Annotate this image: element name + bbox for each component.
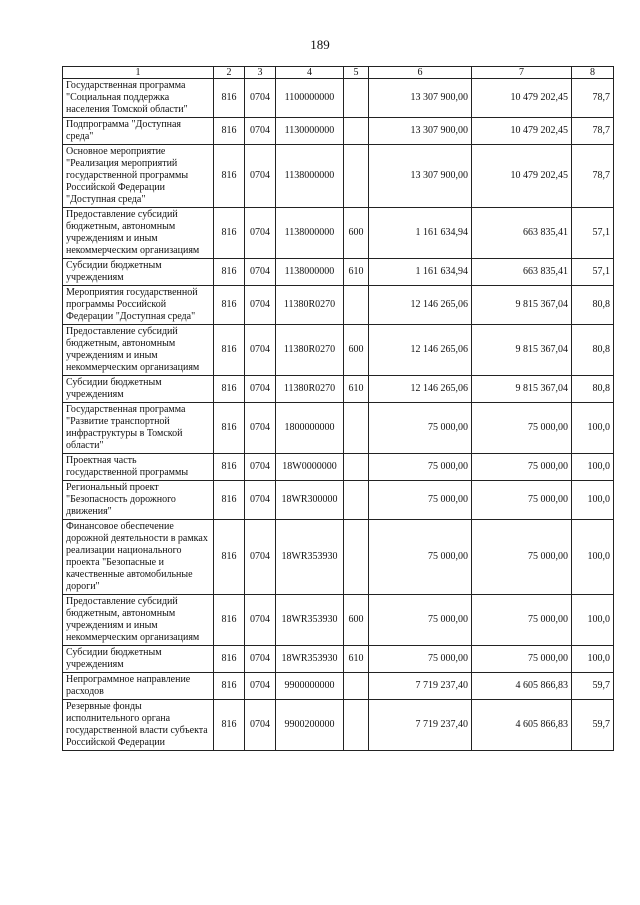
cell-percent: 57,1	[572, 259, 614, 286]
table-row	[63, 520, 614, 595]
cell-expense-type	[344, 286, 369, 325]
cell-expense-type: 600	[344, 595, 369, 646]
cell-section-code: 0704	[245, 376, 276, 403]
cell-target-code: 18WR300000	[276, 481, 344, 520]
cell-name: Предоставление субсидий бюджетным, автономным учреждениям и иным некоммерческим организациям	[63, 325, 214, 376]
cell-target-code: 18W0000000	[276, 454, 344, 481]
cell-percent: 100,0	[572, 646, 614, 673]
table-row	[63, 118, 614, 145]
cell-ministry-code: 816	[214, 259, 245, 286]
cell-ministry-code: 816	[214, 700, 245, 751]
cell-percent: 78,7	[572, 79, 614, 118]
cell-expense-type	[344, 520, 369, 595]
table-row	[63, 259, 614, 286]
cell-executed: 10 479 202,45	[472, 145, 572, 208]
cell-planned: 1 161 634,94	[369, 259, 472, 286]
cell-planned: 75 000,00	[369, 403, 472, 454]
header-cell: 6	[369, 67, 472, 79]
header-cell: 3	[245, 67, 276, 79]
cell-percent: 78,7	[572, 145, 614, 208]
cell-name: Государственная программа "Развитие транспортной инфраструктуры в Томской области"	[63, 403, 214, 454]
cell-percent: 80,8	[572, 376, 614, 403]
cell-executed: 75 000,00	[472, 595, 572, 646]
cell-section-code: 0704	[245, 286, 276, 325]
cell-expense-type: 610	[344, 376, 369, 403]
cell-section-code: 0704	[245, 118, 276, 145]
cell-expense-type	[344, 79, 369, 118]
cell-name: Подпрограмма "Доступная среда"	[63, 118, 214, 145]
cell-target-code: 1138000000	[276, 259, 344, 286]
cell-planned: 7 719 237,40	[369, 700, 472, 751]
table-row	[63, 673, 614, 700]
cell-executed: 9 815 367,04	[472, 325, 572, 376]
cell-ministry-code: 816	[214, 673, 245, 700]
cell-section-code: 0704	[245, 646, 276, 673]
cell-section-code: 0704	[245, 454, 276, 481]
cell-percent: 100,0	[572, 403, 614, 454]
cell-executed: 10 479 202,45	[472, 118, 572, 145]
header-cell: 4	[276, 67, 344, 79]
cell-section-code: 0704	[245, 79, 276, 118]
cell-planned: 12 146 265,06	[369, 286, 472, 325]
cell-name: Предоставление субсидий бюджетным, автономным учреждениям и иным некоммерческим организациям	[63, 208, 214, 259]
cell-section-code: 0704	[245, 520, 276, 595]
cell-target-code: 18WR353930	[276, 595, 344, 646]
table-row	[63, 700, 614, 751]
cell-expense-type	[344, 700, 369, 751]
header-cell: 7	[472, 67, 572, 79]
cell-target-code: 1100000000	[276, 79, 344, 118]
header-cell: 8	[572, 67, 614, 79]
cell-name: Проектная часть государственной программы	[63, 454, 214, 481]
cell-executed: 75 000,00	[472, 454, 572, 481]
cell-expense-type: 610	[344, 646, 369, 673]
cell-executed: 75 000,00	[472, 403, 572, 454]
table-row	[63, 208, 614, 259]
cell-ministry-code: 816	[214, 454, 245, 481]
cell-ministry-code: 816	[214, 481, 245, 520]
cell-name: Региональный проект "Безопасность дорожного движения"	[63, 481, 214, 520]
cell-ministry-code: 816	[214, 208, 245, 259]
table-row	[63, 376, 614, 403]
cell-ministry-code: 816	[214, 520, 245, 595]
cell-expense-type	[344, 145, 369, 208]
cell-section-code: 0704	[245, 595, 276, 646]
cell-expense-type	[344, 673, 369, 700]
cell-target-code: 1800000000	[276, 403, 344, 454]
cell-executed: 10 479 202,45	[472, 79, 572, 118]
cell-name: Субсидии бюджетным учреждениям	[63, 646, 214, 673]
cell-planned: 75 000,00	[369, 454, 472, 481]
cell-planned: 13 307 900,00	[369, 145, 472, 208]
table-row	[63, 454, 614, 481]
cell-ministry-code: 816	[214, 325, 245, 376]
cell-planned: 7 719 237,40	[369, 673, 472, 700]
cell-executed: 663 835,41	[472, 208, 572, 259]
cell-section-code: 0704	[245, 673, 276, 700]
cell-planned: 75 000,00	[369, 520, 472, 595]
cell-expense-type	[344, 454, 369, 481]
cell-name: Государственная программа "Социальная поддержка населения Томской области"	[63, 79, 214, 118]
cell-percent: 100,0	[572, 520, 614, 595]
cell-expense-type	[344, 118, 369, 145]
cell-expense-type	[344, 403, 369, 454]
header-row	[63, 67, 614, 79]
header-cell: 1	[63, 67, 214, 79]
table-row	[63, 325, 614, 376]
cell-expense-type: 600	[344, 325, 369, 376]
cell-planned: 12 146 265,06	[369, 325, 472, 376]
cell-target-code: 18WR353930	[276, 520, 344, 595]
cell-planned: 12 146 265,06	[369, 376, 472, 403]
table-row	[63, 481, 614, 520]
cell-executed: 9 815 367,04	[472, 286, 572, 325]
cell-executed: 4 605 866,83	[472, 700, 572, 751]
cell-section-code: 0704	[245, 325, 276, 376]
cell-name: Субсидии бюджетным учреждениям	[63, 376, 214, 403]
cell-name: Основное мероприятие "Реализация мероприятий государственной программы Российской Федерации "Доступная среда"	[63, 145, 214, 208]
cell-ministry-code: 816	[214, 79, 245, 118]
cell-percent: 57,1	[572, 208, 614, 259]
cell-target-code: 11380R0270	[276, 286, 344, 325]
cell-planned: 75 000,00	[369, 481, 472, 520]
cell-percent: 100,0	[572, 481, 614, 520]
header-cell: 5	[344, 67, 369, 79]
cell-section-code: 0704	[245, 208, 276, 259]
cell-percent: 100,0	[572, 454, 614, 481]
cell-ministry-code: 816	[214, 376, 245, 403]
table-row	[63, 595, 614, 646]
cell-ministry-code: 816	[214, 286, 245, 325]
table-row	[63, 646, 614, 673]
cell-executed: 75 000,00	[472, 520, 572, 595]
cell-executed: 663 835,41	[472, 259, 572, 286]
cell-name: Непрограммное направление расходов	[63, 673, 214, 700]
page-number: 189	[310, 37, 330, 52]
cell-section-code: 0704	[245, 700, 276, 751]
cell-ministry-code: 816	[214, 595, 245, 646]
table-row	[63, 145, 614, 208]
cell-planned: 1 161 634,94	[369, 208, 472, 259]
cell-name: Резервные фонды исполнительного органа государственной власти субъекта Российской Федерации	[63, 700, 214, 751]
cell-section-code: 0704	[245, 259, 276, 286]
cell-planned: 13 307 900,00	[369, 79, 472, 118]
cell-expense-type	[344, 481, 369, 520]
cell-target-code: 1138000000	[276, 145, 344, 208]
cell-section-code: 0704	[245, 481, 276, 520]
cell-ministry-code: 816	[214, 403, 245, 454]
table-header	[63, 67, 614, 79]
cell-planned: 75 000,00	[369, 595, 472, 646]
cell-expense-type: 600	[344, 208, 369, 259]
cell-target-code: 18WR353930	[276, 646, 344, 673]
cell-target-code: 9900200000	[276, 700, 344, 751]
cell-planned: 13 307 900,00	[369, 118, 472, 145]
cell-name: Финансовое обеспечение дорожной деятельности в рамках реализации национального проекта "Безопасные и качественные автомобильные дороги"	[63, 520, 214, 595]
cell-name: Предоставление субсидий бюджетным, автономным учреждениям и иным некоммерческим организациям	[63, 595, 214, 646]
cell-ministry-code: 816	[214, 646, 245, 673]
budget-table	[62, 66, 614, 751]
cell-target-code: 11380R0270	[276, 325, 344, 376]
cell-percent: 59,7	[572, 700, 614, 751]
cell-percent: 78,7	[572, 118, 614, 145]
cell-percent: 80,8	[572, 325, 614, 376]
table-row	[63, 286, 614, 325]
cell-executed: 75 000,00	[472, 481, 572, 520]
cell-name: Субсидии бюджетным учреждениям	[63, 259, 214, 286]
cell-section-code: 0704	[245, 145, 276, 208]
cell-expense-type: 610	[344, 259, 369, 286]
cell-ministry-code: 816	[214, 118, 245, 145]
table-row	[63, 403, 614, 454]
cell-section-code: 0704	[245, 403, 276, 454]
cell-percent: 100,0	[572, 595, 614, 646]
cell-ministry-code: 816	[214, 145, 245, 208]
cell-target-code: 1138000000	[276, 208, 344, 259]
cell-executed: 4 605 866,83	[472, 673, 572, 700]
cell-executed: 9 815 367,04	[472, 376, 572, 403]
cell-name: Мероприятия государственной программы Российской Федерации "Доступная среда"	[63, 286, 214, 325]
cell-executed: 75 000,00	[472, 646, 572, 673]
cell-planned: 75 000,00	[369, 646, 472, 673]
table-body	[63, 79, 614, 751]
cell-target-code: 9900000000	[276, 673, 344, 700]
cell-percent: 80,8	[572, 286, 614, 325]
header-cell: 2	[214, 67, 245, 79]
cell-target-code: 11380R0270	[276, 376, 344, 403]
table-row	[63, 79, 614, 118]
cell-percent: 59,7	[572, 673, 614, 700]
cell-target-code: 1130000000	[276, 118, 344, 145]
